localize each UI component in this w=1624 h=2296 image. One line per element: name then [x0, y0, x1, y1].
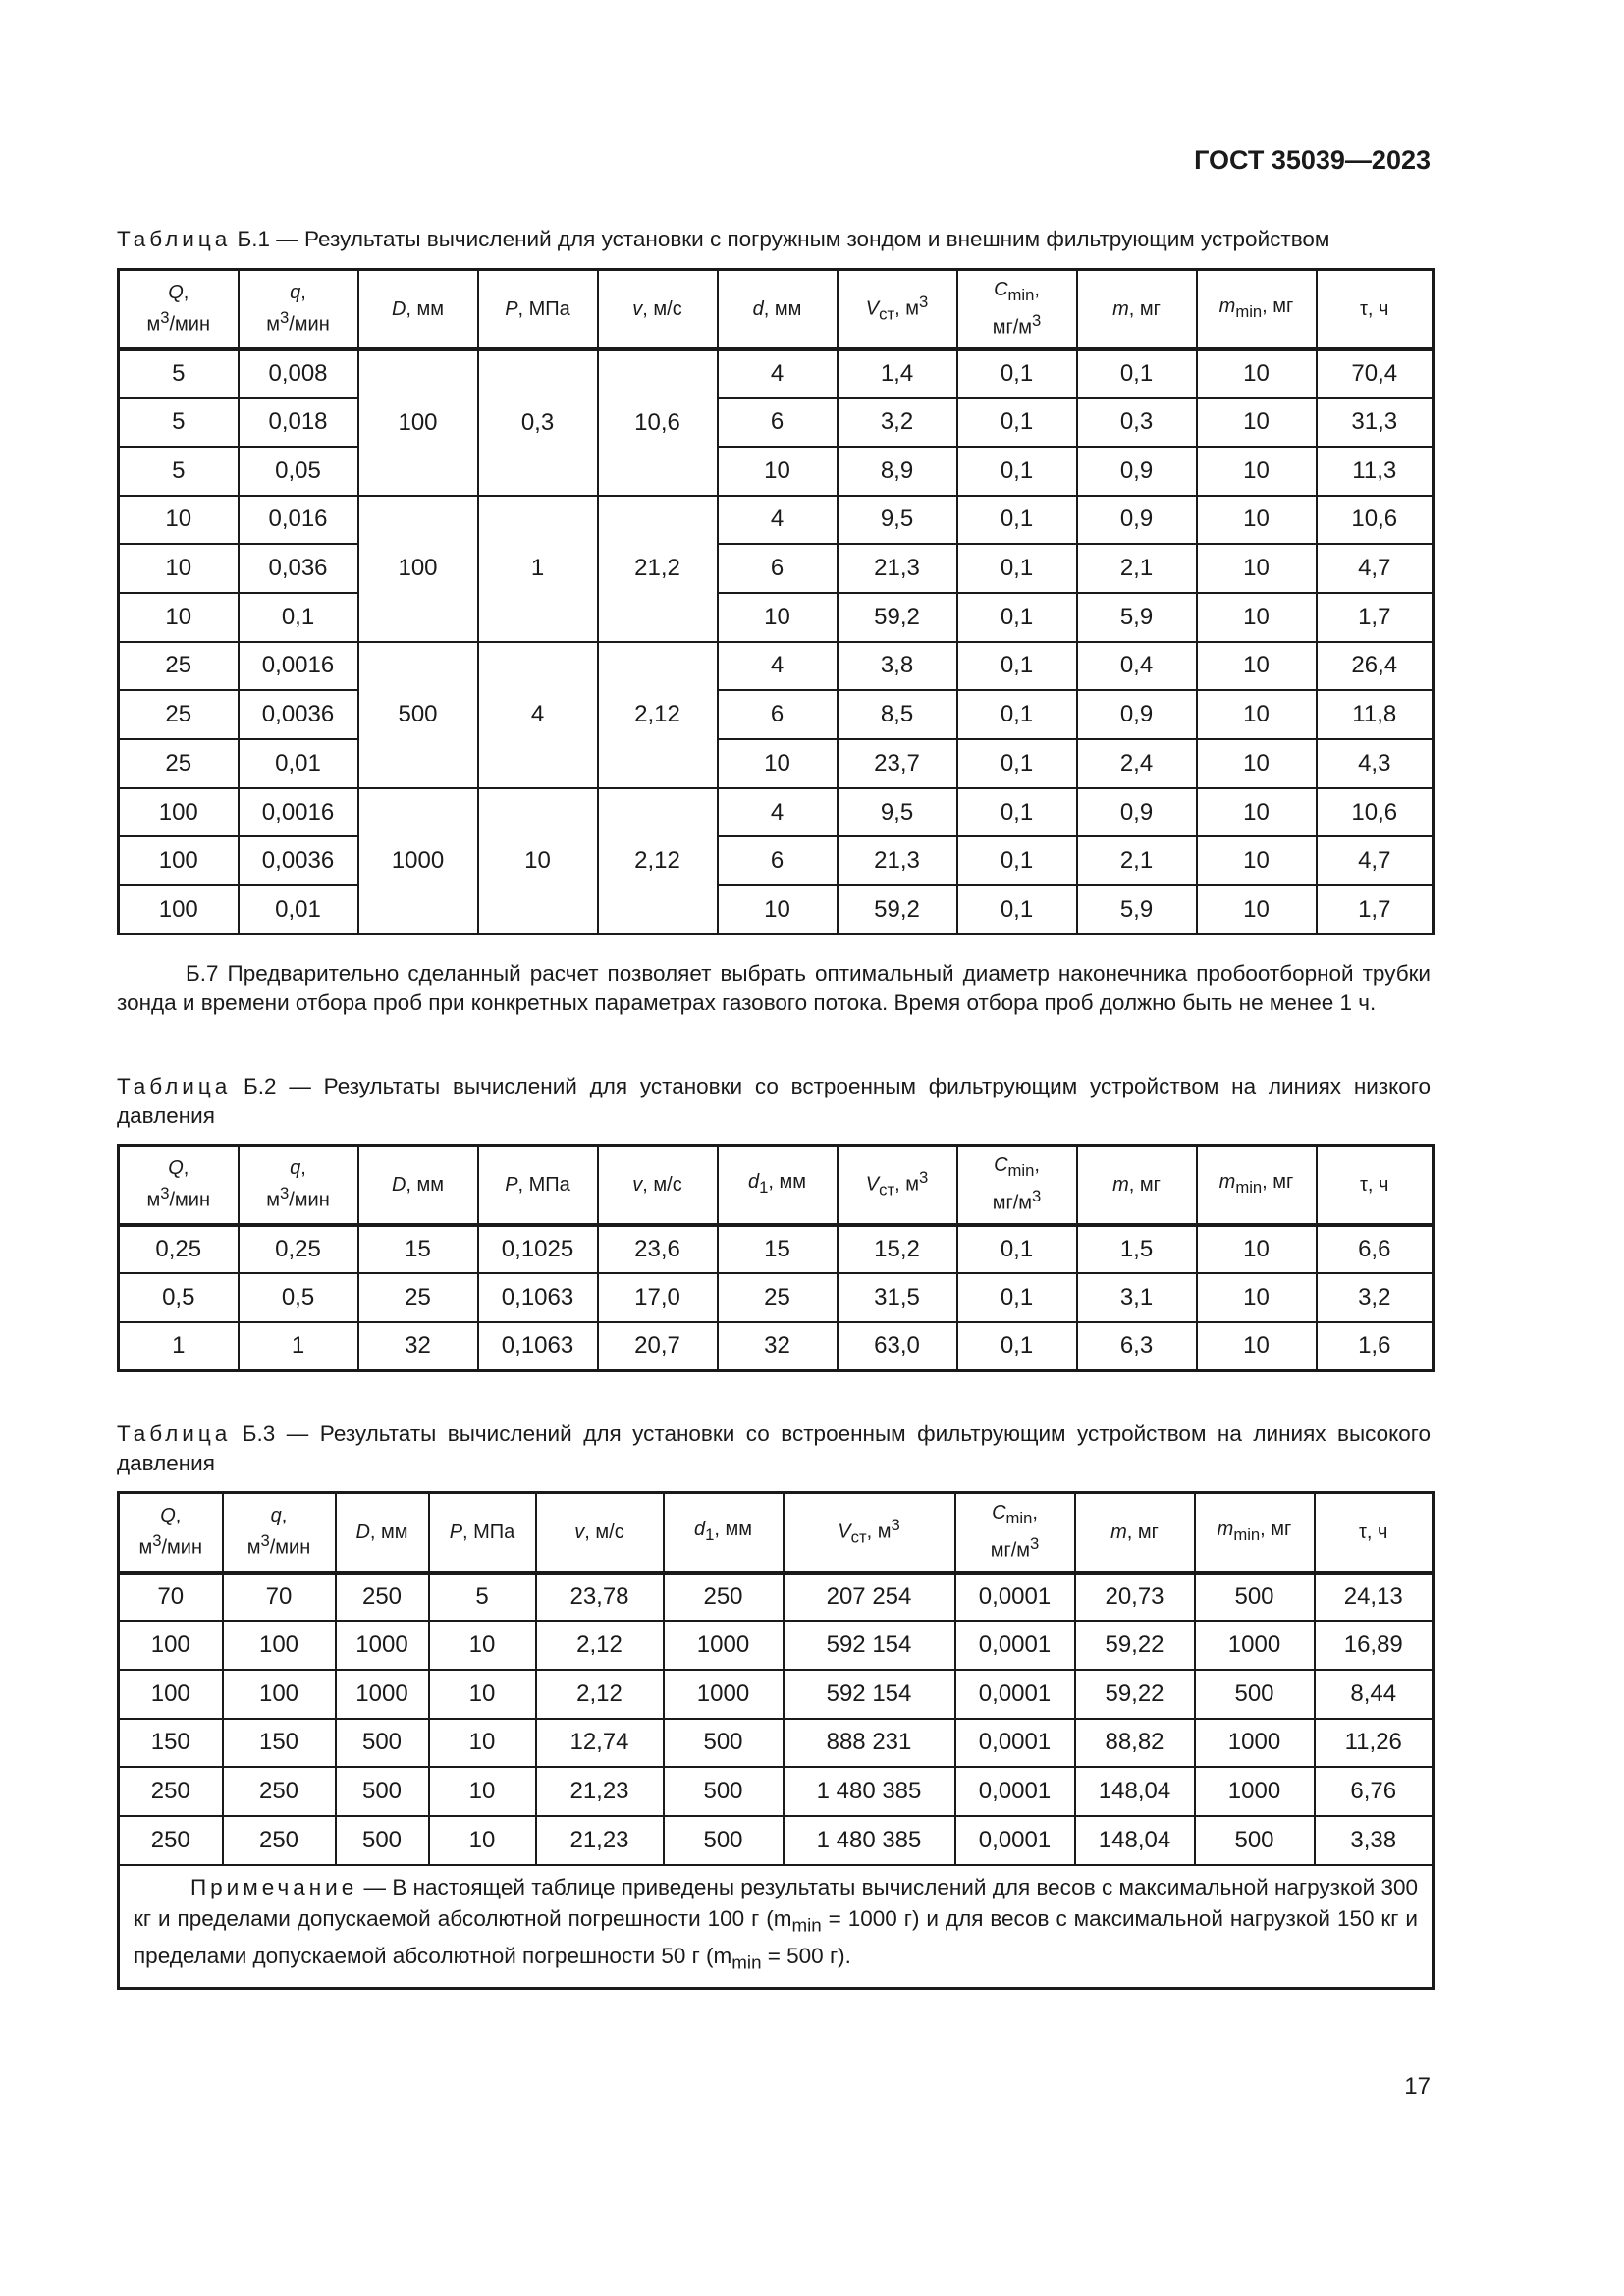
- cell-Cmin: 0,1: [957, 1225, 1077, 1274]
- cell-m: 0,1: [1077, 349, 1197, 399]
- cell-mmin: 500: [1195, 1816, 1315, 1865]
- table-note: [119, 1865, 1434, 1989]
- cell-v: 10,6: [598, 349, 718, 496]
- cell-tau: 1,6: [1317, 1322, 1434, 1371]
- cell-mmin: 1000: [1195, 1767, 1315, 1816]
- cell-tau: 26,4: [1317, 642, 1434, 691]
- cell-Q: 10: [119, 496, 239, 545]
- cell-mmin: 10: [1197, 836, 1317, 885]
- cell-V: 8,9: [838, 447, 957, 496]
- cell-Q: 100: [119, 1670, 223, 1719]
- cell-q: 100: [223, 1670, 336, 1719]
- cell-tau: 31,3: [1317, 398, 1434, 447]
- cell-m: 59,22: [1075, 1670, 1195, 1719]
- col-header-V: $V_{ст}$, $м^3$: [838, 270, 957, 349]
- cell-Q: 250: [119, 1816, 223, 1865]
- cell-tau: 3,38: [1315, 1816, 1434, 1865]
- cell-tau: 1,7: [1317, 593, 1434, 642]
- cell-P: 10: [429, 1621, 536, 1670]
- cell-m: 5,9: [1077, 593, 1197, 642]
- table-row: [119, 885, 1434, 934]
- cell-V: 592 154: [784, 1621, 955, 1670]
- cell-V: 207 254: [784, 1573, 955, 1622]
- cell-q: 0,05: [239, 447, 358, 496]
- cell-tau: 6,6: [1317, 1225, 1434, 1274]
- cell-mmin: 10: [1197, 349, 1317, 399]
- table-row: [119, 739, 1434, 788]
- cell-v: 2,12: [598, 788, 718, 934]
- cell-d: 4: [718, 349, 838, 399]
- cell-v: 17,0: [598, 1273, 718, 1322]
- col-header-m: m, мг: [1077, 1146, 1197, 1225]
- cell-tau: 11,8: [1317, 690, 1434, 739]
- cell-P: 0,1025: [478, 1225, 598, 1274]
- cell-d: 6: [718, 836, 838, 885]
- cell-d1: 15: [718, 1225, 838, 1274]
- col-header-tau: τ, ч: [1315, 1493, 1434, 1573]
- cell-V: 3,2: [838, 398, 957, 447]
- cell-v: 12,74: [536, 1719, 664, 1768]
- cell-m: 1,5: [1077, 1225, 1197, 1274]
- cell-Cmin: 0,1: [957, 349, 1077, 399]
- table-row: [119, 1621, 1434, 1670]
- col-header-P: P, МПа: [478, 1146, 598, 1225]
- cell-V: 1 480 385: [784, 1816, 955, 1865]
- cell-V: 21,3: [838, 836, 957, 885]
- cell-m: 148,04: [1075, 1767, 1195, 1816]
- cell-tau: 4,7: [1317, 544, 1434, 593]
- cell-tau: 24,13: [1315, 1573, 1434, 1622]
- cell-Cmin: 0,1: [957, 885, 1077, 934]
- cell-Q: 250: [119, 1767, 223, 1816]
- cell-q: 0,1: [239, 593, 358, 642]
- cell-D: 100: [358, 349, 478, 496]
- cell-Cmin: 0,1: [957, 544, 1077, 593]
- cell-Q: 25: [119, 690, 239, 739]
- cell-P: 4: [478, 642, 598, 788]
- cell-P: 0,1063: [478, 1322, 598, 1371]
- cell-mmin: 1000: [1195, 1719, 1315, 1768]
- col-header-d1: $d_1$, мм: [718, 1146, 838, 1225]
- cell-q: 1: [239, 1322, 358, 1371]
- cell-m: 20,73: [1075, 1573, 1195, 1622]
- cell-m: 2,4: [1077, 739, 1197, 788]
- cell-d1: 1000: [664, 1621, 784, 1670]
- table-row: [119, 398, 1434, 447]
- cell-D: 500: [336, 1767, 429, 1816]
- col-header-m: m, мг: [1075, 1493, 1195, 1573]
- cell-tau: 6,76: [1315, 1767, 1434, 1816]
- cell-d: 10: [718, 739, 838, 788]
- cell-tau: 8,44: [1315, 1670, 1434, 1719]
- cell-d1: 25: [718, 1273, 838, 1322]
- cell-tau: 70,4: [1317, 349, 1434, 399]
- cell-P: 0,1063: [478, 1273, 598, 1322]
- paragraph-b7: Б.7 Предварительно сделанный расчет позволяет выбрать оптимальный диаметр наконечника пробоотборной трубки зонда и времени отбора проб при конкретных параметрах газового потока. Время отбора проб должно быть не менее 1 ч.: [117, 961, 1431, 1015]
- cell-d1: 32: [718, 1322, 838, 1371]
- caption-text: Б.2 — Результаты вычислений для установки со встроенным фильтрующим устройством на линиях низкого давления: [117, 1074, 1431, 1128]
- cell-q: 100: [223, 1621, 336, 1670]
- cell-m: 6,3: [1077, 1322, 1197, 1371]
- cell-D: 1000: [336, 1670, 429, 1719]
- cell-mmin: 10: [1197, 885, 1317, 934]
- cell-mmin: 10: [1197, 398, 1317, 447]
- cell-mmin: 10: [1197, 1273, 1317, 1322]
- cell-m: 3,1: [1077, 1273, 1197, 1322]
- cell-mmin: 10: [1197, 642, 1317, 691]
- table-row: [119, 447, 1434, 496]
- cell-q: 0,01: [239, 739, 358, 788]
- cell-v: 23,6: [598, 1225, 718, 1274]
- col-header-D: D, мм: [358, 270, 478, 349]
- cell-V: 8,5: [838, 690, 957, 739]
- cell-m: 0,9: [1077, 447, 1197, 496]
- cell-Cmin: 0,0001: [955, 1621, 1075, 1670]
- caption-label: Таблица: [117, 1421, 232, 1446]
- table-note-row: [119, 1865, 1434, 1989]
- table-row: [119, 544, 1434, 593]
- cell-mmin: 10: [1197, 788, 1317, 837]
- cell-P: 1: [478, 496, 598, 642]
- cell-q: 150: [223, 1719, 336, 1768]
- cell-V: 888 231: [784, 1719, 955, 1768]
- col-header-D: D, мм: [336, 1493, 429, 1573]
- col-header-V: $V_{ст}$, $м^3$: [784, 1493, 955, 1573]
- cell-Q: 150: [119, 1719, 223, 1768]
- cell-mmin: 1000: [1195, 1621, 1315, 1670]
- cell-Q: 70: [119, 1573, 223, 1622]
- cell-V: 21,3: [838, 544, 957, 593]
- note-subscript: min: [791, 1914, 822, 1936]
- cell-v: 2,12: [536, 1670, 664, 1719]
- cell-tau: 11,3: [1317, 447, 1434, 496]
- table-b2-caption: [117, 1072, 1431, 1131]
- table-b3: [117, 1491, 1435, 1990]
- cell-P: 10: [478, 788, 598, 934]
- cell-Cmin: 0,1: [957, 447, 1077, 496]
- cell-Q: 100: [119, 1621, 223, 1670]
- caption-label: Таблица: [117, 227, 232, 251]
- cell-d: 6: [718, 544, 838, 593]
- cell-tau: 1,7: [1317, 885, 1434, 934]
- table-row: [119, 836, 1434, 885]
- col-header-Cmin: $C_{min}$, $мг/м^3$: [955, 1493, 1075, 1573]
- cell-D: 1000: [336, 1621, 429, 1670]
- table-row: [119, 1767, 1434, 1816]
- cell-d1: 250: [664, 1573, 784, 1622]
- table-b1: [117, 268, 1435, 935]
- cell-mmin: 10: [1197, 1225, 1317, 1274]
- cell-q: 0,036: [239, 544, 358, 593]
- cell-Cmin: 0,1: [957, 496, 1077, 545]
- cell-P: 10: [429, 1816, 536, 1865]
- cell-Cmin: 0,0001: [955, 1670, 1075, 1719]
- cell-tau: 10,6: [1317, 496, 1434, 545]
- col-header-D: D, мм: [358, 1146, 478, 1225]
- cell-q: 250: [223, 1767, 336, 1816]
- note-subscript: min: [731, 1951, 762, 1973]
- cell-d: 10: [718, 885, 838, 934]
- cell-v: 20,7: [598, 1322, 718, 1371]
- col-header-v: v, м/с: [536, 1493, 664, 1573]
- cell-d1: 500: [664, 1719, 784, 1768]
- cell-Q: 5: [119, 398, 239, 447]
- table-row: [119, 1670, 1434, 1719]
- cell-q: 0,0036: [239, 690, 358, 739]
- cell-V: 1,4: [838, 349, 957, 399]
- cell-P: 10: [429, 1719, 536, 1768]
- table-row: [119, 1225, 1434, 1274]
- table-b2: [117, 1144, 1435, 1372]
- cell-D: 500: [358, 642, 478, 788]
- cell-V: 63,0: [838, 1322, 957, 1371]
- cell-m: 0,4: [1077, 642, 1197, 691]
- table-header-row: [119, 1493, 1434, 1573]
- cell-mmin: 10: [1197, 544, 1317, 593]
- col-header-q: q, $м^3$/мин: [239, 1146, 358, 1225]
- col-header-q: q, $м^3$/мин: [239, 270, 358, 349]
- cell-q: 0,0016: [239, 642, 358, 691]
- table-row: [119, 1273, 1434, 1322]
- cell-Cmin: 0,1: [957, 642, 1077, 691]
- cell-Q: 25: [119, 739, 239, 788]
- col-header-P: P, МПа: [478, 270, 598, 349]
- cell-V: 3,8: [838, 642, 957, 691]
- col-header-q: q, $м^3$/мин: [223, 1493, 336, 1573]
- cell-d: 10: [718, 447, 838, 496]
- cell-Cmin: 0,1: [957, 1322, 1077, 1371]
- cell-D: 25: [358, 1273, 478, 1322]
- cell-q: 0,018: [239, 398, 358, 447]
- caption-text: Б.3 — Результаты вычислений для установки со встроенным фильтрующим устройством на линиях высокого давления: [117, 1421, 1431, 1475]
- cell-d: 6: [718, 690, 838, 739]
- cell-m: 5,9: [1077, 885, 1197, 934]
- document-code: ГОСТ 35039—2023: [1194, 145, 1431, 175]
- cell-D: 15: [358, 1225, 478, 1274]
- cell-V: 15,2: [838, 1225, 957, 1274]
- col-header-v: v, м/с: [598, 270, 718, 349]
- cell-m: 59,22: [1075, 1621, 1195, 1670]
- cell-Q: 5: [119, 349, 239, 399]
- cell-d: 4: [718, 642, 838, 691]
- cell-Q: 10: [119, 544, 239, 593]
- cell-m: 0,9: [1077, 788, 1197, 837]
- cell-D: 1000: [358, 788, 478, 934]
- cell-q: 0,016: [239, 496, 358, 545]
- note-text: = 500 г).: [761, 1944, 851, 1969]
- cell-P: 0,3: [478, 349, 598, 496]
- col-header-d: d, мм: [718, 270, 838, 349]
- col-header-Cmin: $C_{min}$, $мг/м^3$: [957, 1146, 1077, 1225]
- cell-V: 23,7: [838, 739, 957, 788]
- cell-mmin: 10: [1197, 1322, 1317, 1371]
- cell-Cmin: 0,0001: [955, 1719, 1075, 1768]
- col-header-v: v, м/с: [598, 1146, 718, 1225]
- table-row: [119, 349, 1434, 399]
- col-header-mmin: $m_{min}$, мг: [1197, 1146, 1317, 1225]
- cell-v: 2,12: [536, 1621, 664, 1670]
- cell-q: 0,5: [239, 1273, 358, 1322]
- cell-v: 21,23: [536, 1767, 664, 1816]
- cell-Cmin: 0,1: [957, 593, 1077, 642]
- col-header-V: $V_{ст}$, $м^3$: [838, 1146, 957, 1225]
- cell-m: 0,9: [1077, 690, 1197, 739]
- cell-Q: 100: [119, 788, 239, 837]
- cell-Cmin: 0,0001: [955, 1816, 1075, 1865]
- cell-q: 0,0016: [239, 788, 358, 837]
- cell-D: 100: [358, 496, 478, 642]
- cell-Q: 25: [119, 642, 239, 691]
- cell-d: 4: [718, 788, 838, 837]
- cell-D: 500: [336, 1816, 429, 1865]
- cell-mmin: 10: [1197, 496, 1317, 545]
- col-header-Q: Q, $м^3$/мин: [119, 1146, 239, 1225]
- cell-Q: 0,25: [119, 1225, 239, 1274]
- cell-P: 10: [429, 1670, 536, 1719]
- cell-mmin: 10: [1197, 447, 1317, 496]
- cell-q: 70: [223, 1573, 336, 1622]
- cell-Cmin: 0,1: [957, 690, 1077, 739]
- cell-tau: 16,89: [1315, 1621, 1434, 1670]
- col-header-mmin: $m_{min}$, мг: [1195, 1493, 1315, 1573]
- col-header-Q: Q, $м^3$/мин: [119, 270, 239, 349]
- col-header-tau: τ, ч: [1317, 1146, 1434, 1225]
- cell-d1: 1000: [664, 1670, 784, 1719]
- cell-V: 9,5: [838, 496, 957, 545]
- cell-q: 0,01: [239, 885, 358, 934]
- table-row: [119, 1322, 1434, 1371]
- table-b3-body: [119, 1573, 1434, 1865]
- cell-Cmin: 0,0001: [955, 1573, 1075, 1622]
- caption-label: Таблица: [117, 1074, 232, 1098]
- cell-V: 59,2: [838, 593, 957, 642]
- table-b3-caption: [117, 1419, 1431, 1478]
- table-row: [119, 642, 1434, 691]
- caption-text: Б.1 — Результаты вычислений для установки с погружным зондом и внешним фильтрующим устройством: [231, 227, 1330, 251]
- cell-v: 21,2: [598, 496, 718, 642]
- cell-Cmin: 0,1: [957, 788, 1077, 837]
- table-b1-body: [119, 349, 1434, 934]
- cell-V: 31,5: [838, 1273, 957, 1322]
- page-number: 17: [1404, 2073, 1431, 2100]
- cell-Q: 100: [119, 885, 239, 934]
- cell-mmin: 10: [1197, 593, 1317, 642]
- cell-d: 6: [718, 398, 838, 447]
- table-row: [119, 1573, 1434, 1622]
- col-header-m: m, мг: [1077, 270, 1197, 349]
- cell-d: 4: [718, 496, 838, 545]
- col-header-d1: $d_1$, мм: [664, 1493, 784, 1573]
- cell-m: 2,1: [1077, 544, 1197, 593]
- note-text: — В настоящей таблице приведены результаты вычислений для весов с максимальной нагрузкой 300 кг и пределами допускаемой абсолютной погрешности 100 г (m: [134, 1874, 1418, 1931]
- cell-Cmin: 0,1: [957, 836, 1077, 885]
- cell-Cmin: 0,1: [957, 398, 1077, 447]
- table-row: [119, 1816, 1434, 1865]
- cell-m: 2,1: [1077, 836, 1197, 885]
- table-header-row: [119, 1146, 1434, 1225]
- table-b1-caption: [117, 225, 1431, 254]
- table-row: [119, 788, 1434, 837]
- cell-tau: 10,6: [1317, 788, 1434, 837]
- col-header-mmin: $m_{min}$, мг: [1197, 270, 1317, 349]
- cell-Cmin: 0,1: [957, 739, 1077, 788]
- note-label: Примечание: [190, 1874, 358, 1899]
- col-header-Q: Q, $м^3$/мин: [119, 1493, 223, 1573]
- note-text: = 1000 г) и для весов с максимальной нагрузкой 150 кг и пределами допускаемой абсолютной погрешности 50 г (m: [134, 1905, 1418, 1969]
- table-row: [119, 1719, 1434, 1768]
- col-header-Cmin: $C_{min}$, $мг/м^3$: [957, 270, 1077, 349]
- cell-D: 32: [358, 1322, 478, 1371]
- cell-D: 500: [336, 1719, 429, 1768]
- table-row: [119, 496, 1434, 545]
- cell-mmin: 500: [1195, 1573, 1315, 1622]
- cell-P: 5: [429, 1573, 536, 1622]
- cell-d: 10: [718, 593, 838, 642]
- cell-Q: 1: [119, 1322, 239, 1371]
- cell-tau: 4,3: [1317, 739, 1434, 788]
- cell-Cmin: 0,0001: [955, 1767, 1075, 1816]
- table-header-row: [119, 270, 1434, 349]
- cell-Q: 5: [119, 447, 239, 496]
- cell-m: 0,3: [1077, 398, 1197, 447]
- cell-tau: 3,2: [1317, 1273, 1434, 1322]
- cell-tau: 4,7: [1317, 836, 1434, 885]
- cell-V: 1 480 385: [784, 1767, 955, 1816]
- cell-mmin: 500: [1195, 1670, 1315, 1719]
- cell-q: 0,0036: [239, 836, 358, 885]
- cell-V: 592 154: [784, 1670, 955, 1719]
- cell-mmin: 10: [1197, 739, 1317, 788]
- cell-v: 2,12: [598, 642, 718, 788]
- cell-tau: 11,26: [1315, 1719, 1434, 1768]
- table-row: [119, 593, 1434, 642]
- cell-Q: 10: [119, 593, 239, 642]
- cell-m: 148,04: [1075, 1816, 1195, 1865]
- table-row: [119, 690, 1434, 739]
- cell-Q: 100: [119, 836, 239, 885]
- cell-v: 23,78: [536, 1573, 664, 1622]
- cell-q: 250: [223, 1816, 336, 1865]
- table-b2-body: [119, 1225, 1434, 1371]
- cell-P: 10: [429, 1767, 536, 1816]
- cell-D: 250: [336, 1573, 429, 1622]
- col-header-P: P, МПа: [429, 1493, 536, 1573]
- cell-m: 88,82: [1075, 1719, 1195, 1768]
- cell-V: 59,2: [838, 885, 957, 934]
- cell-d1: 500: [664, 1816, 784, 1865]
- cell-V: 9,5: [838, 788, 957, 837]
- cell-Q: 0,5: [119, 1273, 239, 1322]
- cell-d1: 500: [664, 1767, 784, 1816]
- cell-v: 21,23: [536, 1816, 664, 1865]
- cell-mmin: 10: [1197, 690, 1317, 739]
- cell-q: 0,25: [239, 1225, 358, 1274]
- cell-Cmin: 0,1: [957, 1273, 1077, 1322]
- cell-m: 0,9: [1077, 496, 1197, 545]
- cell-q: 0,008: [239, 349, 358, 399]
- col-header-tau: τ, ч: [1317, 270, 1434, 349]
